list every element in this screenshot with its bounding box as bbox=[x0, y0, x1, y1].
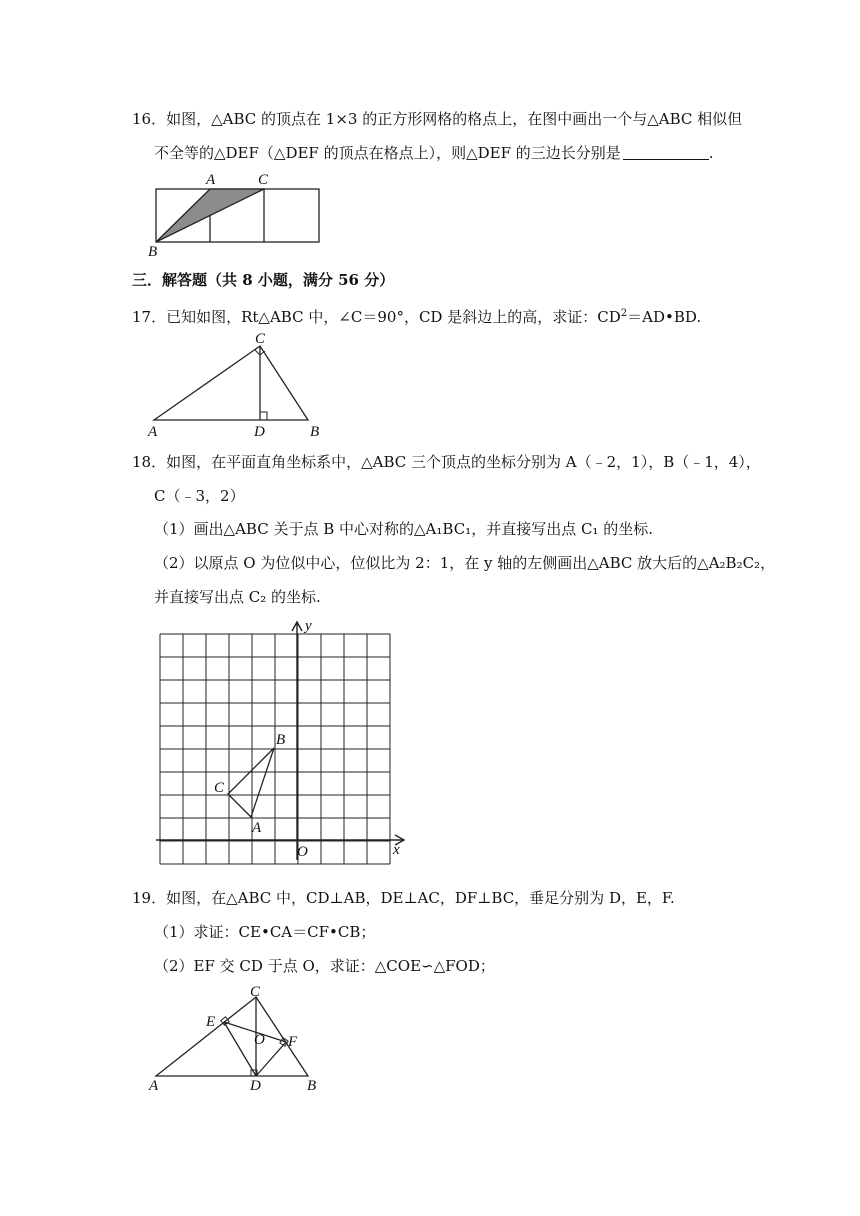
q19-label-e: E bbox=[206, 1014, 216, 1030]
q17-label-d: D bbox=[254, 424, 265, 440]
q19-figure bbox=[144, 980, 334, 1095]
q18-part1: （1）画出△ABC 关于点 B 中心对称的△A₁BC₁，并直接写出点 C₁ 的坐标. bbox=[154, 520, 653, 538]
q18-label-o: O bbox=[297, 844, 308, 860]
q17-figure bbox=[144, 332, 334, 442]
q18-label-a: A bbox=[252, 820, 262, 836]
q18-label-c: C bbox=[214, 780, 225, 796]
q19-part2: （2）EF 交 CD 于点 O，求证：△COE∽△FOD； bbox=[154, 957, 495, 975]
q16-label-a: A bbox=[206, 172, 216, 188]
q16-figure bbox=[146, 168, 326, 260]
q16-line2-text: 不全等的△DEF（△DEF 的顶点在格点上），则△DEF 的三边长分别是 bbox=[154, 144, 621, 162]
q17-line1 bbox=[132, 303, 701, 328]
q19-label-f: F bbox=[288, 1034, 298, 1050]
q18-label-b: B bbox=[276, 732, 286, 748]
q18-label-x: x bbox=[393, 842, 400, 858]
q18-part2b: 并直接写出点 C₂ 的坐标. bbox=[154, 588, 321, 606]
q18-part2: （2）以原点 O 为位似中心，位似比为 2：1，在 y 轴的左侧画出△ABC 放大后的△A₂B₂C₂， bbox=[154, 554, 776, 572]
q17-text-a: 17．已知如图，Rt△ABC 中，∠C＝90°，CD 是斜边上的高，求证：CD bbox=[132, 308, 621, 326]
section3-title: 三．解答题（共 8 小题，满分 56 分） bbox=[132, 271, 395, 289]
q18-coordinate-grid bbox=[150, 616, 412, 866]
q17-superscript: 2 bbox=[620, 308, 628, 319]
q19-label-c: C bbox=[250, 984, 261, 1000]
q16-label-c: C bbox=[258, 172, 269, 188]
q18-line1: 18．如图，在平面直角坐标系中，△ABC 三个顶点的坐标分别为 A（﹣2，1），B（﹣1，4）， bbox=[132, 453, 761, 471]
q18-line2: C（﹣3，2） bbox=[154, 487, 245, 505]
q19-part1: （1）求证：CE•CA＝CF•CB； bbox=[154, 923, 376, 941]
q16-label-b: B bbox=[148, 244, 158, 260]
q19-label-a: A bbox=[149, 1078, 159, 1094]
q17-label-b: B bbox=[310, 424, 320, 440]
q17-text-b: ＝AD•BD. bbox=[627, 308, 702, 326]
q17-label-a: A bbox=[148, 424, 158, 440]
q16-line2-end: . bbox=[708, 144, 714, 162]
q19-label-o: O bbox=[254, 1032, 265, 1048]
q18-label-y: y bbox=[305, 618, 312, 634]
q18-triangle-abc bbox=[228, 748, 274, 817]
q17-label-c: C bbox=[255, 331, 266, 347]
q16-answer-blank bbox=[623, 143, 709, 160]
q19-label-d: D bbox=[250, 1078, 261, 1094]
q16-line2 bbox=[154, 142, 714, 164]
q16-line1: 16．如图，△ABC 的顶点在 1×3 的正方形网格的格点上，在图中画出一个与△ABC 相似但 bbox=[132, 110, 743, 128]
q19-label-b: B bbox=[307, 1078, 317, 1094]
q19-line1: 19．如图，在△ABC 中，CD⊥AB，DE⊥AC，DF⊥BC，垂足分别为 D，E，F. bbox=[132, 889, 675, 907]
